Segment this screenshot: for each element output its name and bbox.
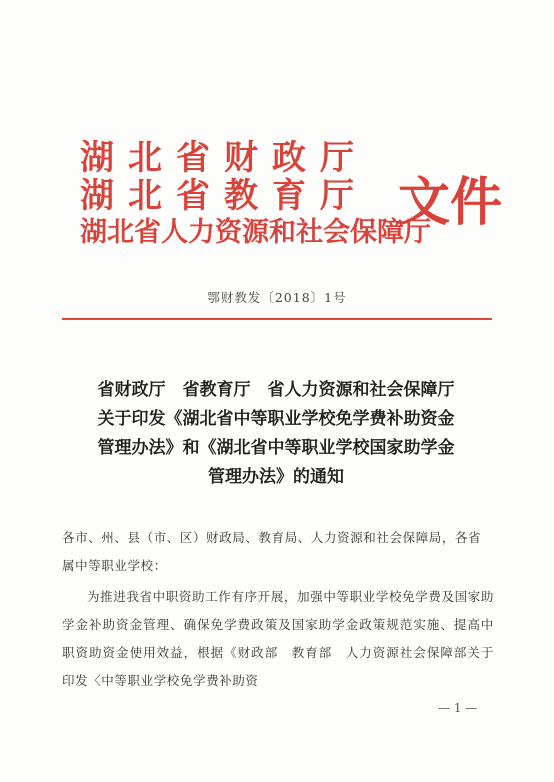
document-number: 鄂财教发〔2018〕1号 [207, 290, 347, 305]
salutation: 各市、州、县（市、区）财政局、教育局、人力资源和社会保障局，各省属中等职业学校： [62, 530, 482, 573]
issuing-agency-education: 湖北省教育厅 [80, 176, 368, 216]
document-title [56, 376, 496, 492]
page-number: — 1 — [438, 701, 478, 715]
issuing-agency-hrss: 湖北省人力资源和社会保障厅 [80, 217, 431, 248]
title-line: 省财政厅 省教育厅 省人力资源和社会保障厅 [97, 380, 455, 400]
body-paragraph: 为推进我省中职资助工作有序开展，加强中等职业学校免学费及国家助学金补助资金管理、确保免学费政策及国家助学金政策规范实施、提高中职资助资金使用效益，根据《财政部 教育部 人力资源社会保障部关于印发〈中等职业学校免学费补助资 [62, 589, 494, 688]
document-header [80, 130, 503, 250]
issuing-agency-finance: 湖北省财政厅 [80, 138, 368, 178]
title-line: 关于印发《湖北省中等职业学校免学费补助资金 [97, 409, 455, 429]
document-suffix: 文件 [398, 172, 503, 233]
red-divider-line [62, 318, 492, 320]
title-line: 管理办法》的通知 [208, 467, 344, 487]
title-line: 管理办法》和《湖北省中等职业学校国家助学金 [97, 438, 455, 458]
